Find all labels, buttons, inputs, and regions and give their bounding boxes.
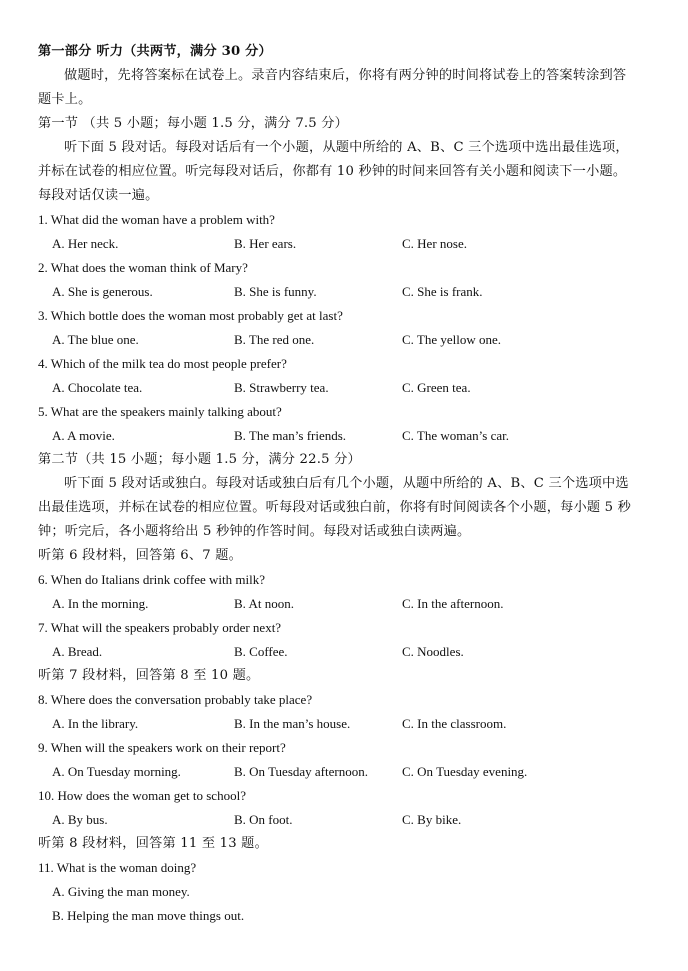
q1-option-a: A. Her neck.: [52, 236, 119, 251]
q9-option-c: C. On Tuesday evening.: [402, 764, 528, 779]
q6-option-a: A. In the morning.: [52, 596, 149, 611]
q2-option-a: A. She is generous.: [52, 284, 153, 299]
question-2: 2. What does the woman think of Mary?: [38, 260, 248, 275]
q6-option-c: C. In the afternoon.: [402, 596, 504, 611]
section1-instruction-line2: 并标在试卷的相应位置。听完每段对话后，你都有 10 秒钟的时间来回答有关小题和阅读下一小题。: [38, 164, 627, 179]
question-8: 8. Where does the conversation probably take place?: [38, 692, 313, 707]
question-1: 1. What did the woman have a problem with?: [38, 212, 275, 227]
question-9: 9. When will the speakers work on their report?: [38, 740, 286, 755]
part1-title: 第一部分 听力（共两节，满分 30 分）: [38, 44, 272, 59]
q7-option-b: B. Coffee.: [234, 644, 288, 659]
question-7: 7. What will the speakers probably order next?: [38, 620, 282, 635]
section1-instruction-line3: 每段对话仅读一遍。: [38, 188, 159, 203]
q4-option-b: B. Strawberry tea.: [234, 380, 329, 395]
q2-option-c: C. She is frank.: [402, 284, 483, 299]
q5-option-c: C. The woman’s car.: [402, 428, 509, 443]
q10-option-a: A. By bus.: [52, 812, 108, 827]
question-4: 4. Which of the milk tea do most people prefer?: [38, 356, 287, 371]
question-6: 6. When do Italians drink coffee with milk?: [38, 572, 265, 587]
section2-instruction-line3: 钟；听完后，各小题将给出 5 秒钟的作答时间。每段对话或独白读两遍。: [38, 524, 471, 539]
question-5: 5. What are the speakers mainly talking about?: [38, 404, 282, 419]
q3-option-c: C. The yellow one.: [402, 332, 502, 347]
q8-option-c: C. In the classroom.: [402, 716, 507, 731]
section1-instruction-line1: 听下面 5 段对话。每段对话后有一个小题，从题中所给的 A、B、C 三个选项中选出最佳选项，: [64, 140, 629, 155]
q5-option-b: B. The man’s friends.: [234, 428, 347, 443]
section2-instruction-line1: 听下面 5 段对话或独白。每段对话或独白后有几个小题，从题中所给的 A、B、C 三个选项中选: [64, 476, 629, 491]
q3-option-a: A. The blue one.: [52, 332, 139, 347]
material-7-heading: 听第 7 段材料，回答第 8 至 10 题。: [38, 668, 260, 683]
section2-title: 第二节（共 15 小题；每小题 1.5 分，满分 22.5 分）: [38, 452, 361, 467]
material-6-heading: 听第 6 段材料，回答第 6、7 题。: [38, 548, 242, 563]
q10-option-b: B. On foot.: [234, 812, 293, 827]
section1-title: 第一节 （共 5 小题；每小题 1.5 分，满分 7.5 分）: [38, 116, 349, 131]
q7-option-a: A. Bread.: [52, 644, 103, 659]
q8-option-b: B. In the man’s house.: [234, 716, 351, 731]
q4-option-c: C. Green tea.: [402, 380, 471, 395]
q1-option-c: C. Her nose.: [402, 236, 467, 251]
q9-option-a: A. On Tuesday morning.: [52, 764, 181, 779]
part1-intro-line1: 做题时，先将答案标在试卷上。录音内容结束后，你将有两分钟的时间将试卷上的答案转涂到答: [64, 68, 627, 83]
q3-option-b: B. The red one.: [234, 332, 315, 347]
question-10: 10. How does the woman get to school?: [38, 788, 246, 803]
q9-option-b: B. On Tuesday afternoon.: [234, 764, 368, 779]
question-3: 3. Which bottle does the woman most probably get at last?: [38, 308, 343, 323]
material-8-heading: 听第 8 段材料，回答第 11 至 13 题。: [38, 836, 268, 851]
q10-option-c: C. By bike.: [402, 812, 462, 827]
part1-intro-line2: 题卡上。: [38, 92, 92, 107]
q11-option-a: A. Giving the man money.: [52, 884, 190, 899]
q8-option-a: A. In the library.: [52, 716, 139, 731]
q4-option-a: A. Chocolate tea.: [52, 380, 143, 395]
q6-option-b: B. At noon.: [234, 596, 294, 611]
q11-option-b: B. Helping the man move things out.: [52, 908, 245, 923]
question-11: 11. What is the woman doing?: [38, 860, 197, 875]
section2-instruction-line2: 出最佳选项，并标在试卷的相应位置。听每段对话或独白前，你将有时间阅读各个小题，每小题 5 秒: [38, 500, 632, 515]
q5-option-a: A. A movie.: [52, 428, 115, 443]
q1-option-b: B. Her ears.: [234, 236, 297, 251]
q2-option-b: B. She is funny.: [234, 284, 317, 299]
q7-option-c: C. Noodles.: [402, 644, 464, 659]
